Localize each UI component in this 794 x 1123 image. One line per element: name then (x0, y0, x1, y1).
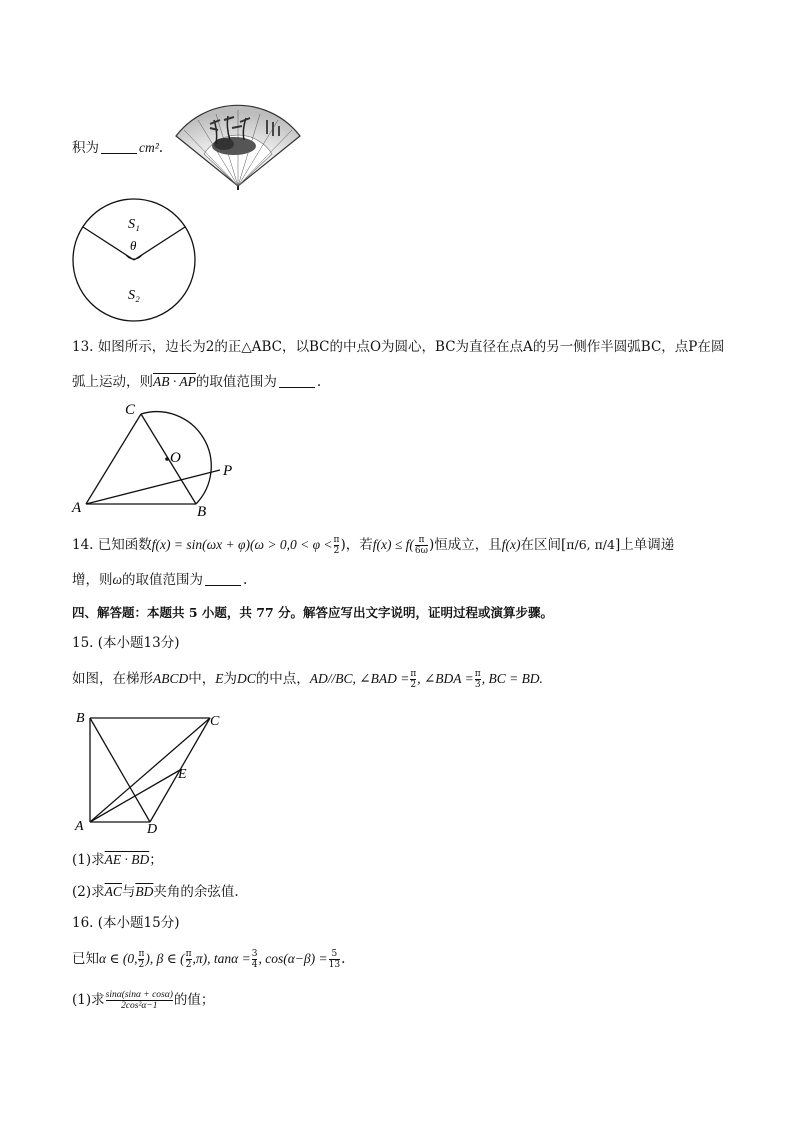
frac-den: 3 (474, 679, 481, 690)
frac-den: 6ω (414, 545, 428, 556)
answer-blank (101, 139, 137, 154)
label-C: C (125, 402, 136, 418)
q15-vector-bd: $\overline{BD}$ (135, 884, 154, 899)
label-A: A (75, 819, 84, 834)
q14-text-d: 在区间[ (520, 537, 567, 553)
q14-inequality: f(x) ≤ f( (372, 537, 414, 552)
q16-cos: , cos(α−β) = (258, 951, 328, 966)
q15-e: E (215, 671, 224, 686)
q16-end: . (341, 951, 346, 967)
frac-num: π (185, 948, 192, 959)
q15-part2-mid: 与 (121, 884, 136, 900)
q13-end: . (316, 374, 322, 390)
fraction-pi-2 (334, 536, 340, 556)
q15-part1-a: (1)求 (72, 852, 105, 868)
fraction-5-13 (329, 950, 340, 970)
q15-stem (72, 669, 543, 690)
q13-text-a: 弧上运动，则 (72, 374, 153, 390)
q12-tail (72, 138, 163, 158)
fraction-pi-2 (138, 950, 144, 970)
q12-suffix: . (158, 140, 164, 156)
frac-den: 4 (251, 959, 258, 970)
q15-part2-b: 夹角的余弦值. (153, 884, 239, 900)
q14-end: . (243, 572, 248, 588)
fraction-pi-6omega (415, 536, 428, 556)
section-4-header: 四、解答题：本题共 5 小题，共 77 分。解答应写出文字说明，证明过程或演算步骤。 (72, 605, 554, 620)
q13-line1: 13. 如图所示，边长为2的正△ABC，以BC的中点O为圆心，BC为直径在点A的另一侧作半圆弧BC，点P在圆 (72, 339, 725, 355)
label-theta: θ (130, 238, 137, 253)
q12-prefix: 积为 (72, 140, 99, 156)
q16-part1 (72, 990, 214, 1011)
trapezoid-figure (70, 706, 240, 837)
label-D: D (147, 822, 158, 837)
frac-den: 2 (333, 545, 340, 556)
fraction-3-4 (252, 950, 258, 970)
q15-text-a: 如图，在梯形 (72, 671, 153, 687)
label-C: C (210, 714, 220, 729)
q16-beta-range: ), β ∈ ( (145, 951, 185, 966)
triangle-semicircle-figure (70, 398, 250, 522)
q15-part2-a: (2)求 (72, 884, 105, 900)
q15-condition-2: , ∠BDA = (417, 671, 474, 686)
q14-text-a: 14. 已知函数 (72, 537, 152, 553)
q14-text-f: 增，则 (72, 572, 113, 588)
label-B: B (76, 711, 85, 726)
q16-head: 16. (本小题15分) (72, 915, 180, 931)
label-s1: S₁ (128, 217, 140, 232)
frac-num: sinα(sinα + cosα) (105, 989, 173, 1000)
q15-part2 (72, 882, 239, 902)
frac-num: 5 (331, 948, 338, 959)
q15-condition-3: , BC = BD. (481, 671, 543, 686)
q14-line2 (72, 570, 247, 590)
frac-den: 2 (410, 679, 417, 690)
q15-abcd: ABCD (153, 671, 189, 686)
q15-part1-vector: AE · BD (104, 852, 150, 867)
q14-text-c: )恒成立，且 (428, 537, 502, 553)
frac-den: 2cos²α−1 (106, 1000, 173, 1011)
q14-omega: ω (112, 572, 123, 587)
q15-head: 15. (本小题13分) (72, 635, 180, 651)
frac-num: π (418, 534, 425, 545)
label-P: P (223, 463, 233, 479)
q14-text-g: 的取值范围为 (122, 572, 204, 588)
fraction-pi-3 (475, 670, 481, 690)
q16-part1-a: (1)求 (72, 992, 105, 1008)
q13-line2 (72, 372, 321, 392)
folding-fan-image (174, 110, 302, 190)
q16-alpha-range: α ∈ (0, (99, 951, 138, 966)
q14-text-b: )，若 (340, 537, 373, 553)
q12-unit: cm² (139, 140, 159, 155)
label-B: B (197, 504, 207, 520)
q15-part1-b: ； (149, 852, 163, 868)
q13-vector-expr: AB · AP (153, 374, 196, 389)
q15-dc: DC (237, 671, 256, 686)
answer-blank (279, 373, 315, 388)
fraction-pi-2 (410, 670, 416, 690)
frac-num: 3 (251, 948, 258, 959)
q16-stem (72, 949, 345, 970)
q15-text-c: 为 (223, 671, 237, 687)
q15-part1 (72, 850, 163, 870)
q14-fx: f(x) (501, 537, 521, 552)
q16-expression-fraction (106, 991, 173, 1011)
q16-part1-b: 的值； (173, 992, 215, 1008)
frac-den: 2 (138, 959, 145, 970)
frac-num: π (138, 948, 145, 959)
q15-condition: AD//BC, ∠BAD = (309, 671, 410, 686)
label-A: A (72, 500, 82, 516)
q13-text-b: 的取值范围为 (195, 374, 277, 390)
frac-num: π (474, 668, 481, 679)
q14-interval: π/6, π/4 (566, 537, 615, 552)
q15-text-b: 中， (188, 671, 216, 687)
frac-den: 13 (328, 959, 341, 970)
answer-blank (205, 571, 241, 586)
label-E: E (178, 767, 187, 782)
q15-vector-ac: $\overline{AC}$ (104, 884, 122, 899)
frac-num: π (333, 534, 340, 545)
fraction-pi-2 (186, 950, 192, 970)
frac-den: 2 (185, 959, 192, 970)
label-s2: S₂ (128, 288, 140, 303)
q16-tan: ,π), tanα = (192, 951, 251, 966)
label-O: O (170, 450, 181, 466)
q14-text-e: ]上单调递 (614, 537, 675, 553)
q14-line1 (72, 535, 674, 556)
q16-text-a: 已知 (72, 951, 99, 967)
sector-circle-figure (72, 198, 198, 324)
q14-function: f(x) = sin(ωx + φ)(ω > 0,0 < φ < (151, 537, 333, 552)
q15-text-d: 的中点， (255, 671, 310, 687)
frac-num: π (410, 668, 417, 679)
